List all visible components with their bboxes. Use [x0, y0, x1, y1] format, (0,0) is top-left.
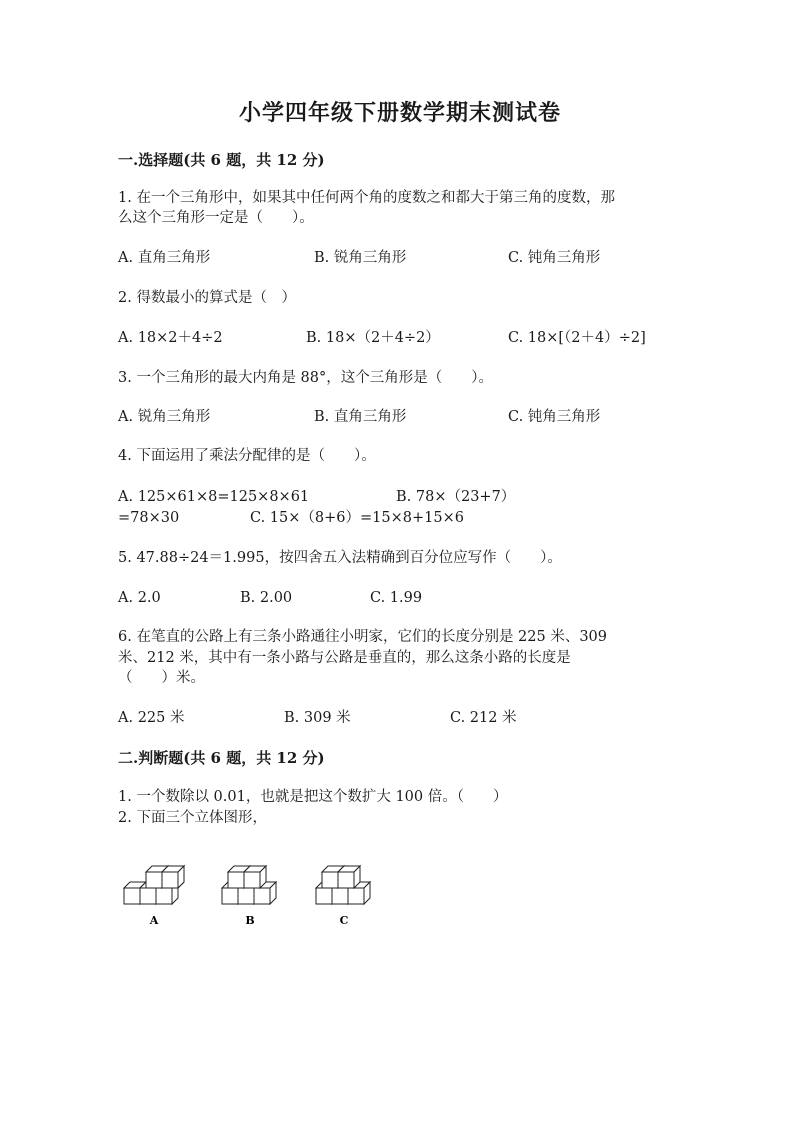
section-heading-choice: 一.选择题(共 6 题，共 12 分) [118, 151, 325, 169]
question-1-line-1: 1. 在一个三角形中，如果其中任何两个角的度数之和都大于第三角的度数，那 [118, 190, 615, 206]
question-6-line-3: （ ）米。 [118, 670, 205, 686]
question-2-option-c: C. 18×[（2＋4）÷2] [508, 330, 646, 346]
question-2-option-a: A. 18×2＋4÷2 [118, 330, 223, 346]
judge-question-1: 1. 一个数除以 0.01，也就是把这个数扩大 100 倍。（ ） [118, 789, 508, 805]
figure-a [124, 866, 184, 904]
question-6-option-b: B. 309 米 [284, 710, 351, 726]
question-3-option-c: C. 钝角三角形 [508, 409, 601, 425]
question-4-option-c: C. 15×（8+6）=15×8+15×6 [250, 510, 464, 526]
section-heading-true-false: 二.判断题(共 6 题，共 12 分) [118, 749, 325, 767]
question-6-line-2: 米、212 米，其中有一条小路与公路是垂直的，那么这条小路的长度是 [118, 650, 571, 666]
question-1-option-b: B. 锐角三角形 [314, 250, 407, 266]
question-3-line-1: 3. 一个三角形的最大内角是 88°，这个三角形是（ ）。 [118, 370, 494, 386]
cube-figures [118, 858, 398, 938]
figure-label-b: B [245, 914, 255, 927]
question-3-option-a: A. 锐角三角形 [118, 409, 211, 425]
question-1-line-2: 么这个三角形一定是（ ）。 [118, 210, 314, 226]
figure-label-c: C [339, 914, 349, 927]
question-2-option-b: B. 18×（2＋4÷2） [306, 330, 440, 346]
question-6-option-a: A. 225 米 [118, 710, 185, 726]
question-5-option-a: A. 2.0 [118, 590, 161, 606]
question-2-line-1: 2. 得数最小的算式是（ ） [118, 290, 296, 306]
question-4-option-b-cont: =78×30 [118, 510, 180, 526]
question-5-option-c: C. 1.99 [370, 590, 423, 606]
question-4-option-a: A. 125×61×8=125×8×61 [118, 489, 310, 505]
question-5-line-1: 5. 47.88÷24＝1.995，按四舍五入法精确到百分位应写作（ ）。 [118, 550, 562, 566]
figure-b [222, 866, 276, 904]
judge-question-2: 2. 下面三个立体图形， [118, 810, 267, 826]
figure-c [316, 866, 370, 904]
question-4-option-b: B. 78×（23+7） [396, 489, 516, 505]
question-6-line-1: 6. 在笔直的公路上有三条小路通往小明家，它们的长度分别是 225 米、309 [118, 629, 608, 645]
question-4-line-1: 4. 下面运用了乘法分配律的是（ ）。 [118, 448, 376, 464]
question-3-option-b: B. 直角三角形 [314, 409, 407, 425]
question-6-option-c: C. 212 米 [450, 710, 517, 726]
question-1-option-a: A. 直角三角形 [118, 250, 211, 266]
question-5-option-b: B. 2.00 [240, 590, 293, 606]
question-1-option-c: C. 钝角三角形 [508, 250, 601, 266]
figure-label-a: A [149, 914, 159, 927]
page-title: 小学四年级下册数学期末测试卷 [238, 100, 561, 126]
